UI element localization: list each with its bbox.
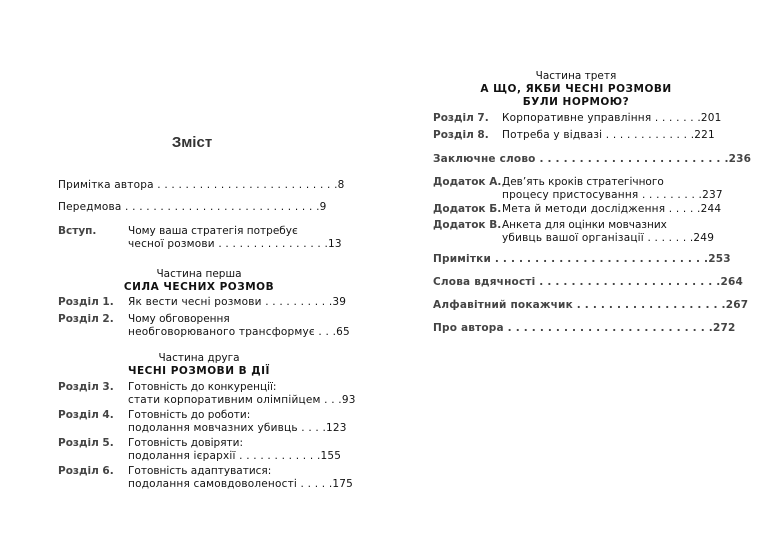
entry-text-block xyxy=(502,219,714,245)
entry-text-block xyxy=(128,313,350,339)
entry-label: Додаток А. xyxy=(433,176,502,188)
right-page xyxy=(384,0,768,547)
entry-line: Корпоративне управління . . . . . . .201 xyxy=(502,112,722,124)
entry-text-block xyxy=(128,465,353,491)
entry-text-block xyxy=(502,176,723,202)
part-subtitle: СИЛА ЧЕСНИХ РОЗМОВ xyxy=(123,281,275,293)
entry-line: Готовність до роботи: xyxy=(128,409,251,421)
entry-label: Розділ 8. xyxy=(433,129,489,141)
part-three-heading xyxy=(428,70,724,109)
entry-line: Готовність адаптуватися: xyxy=(128,465,272,477)
entry-line: Чому обговорення xyxy=(128,313,230,325)
entry-line: Мета й методи дослідження . . . . .244 xyxy=(502,203,722,215)
entry-line: Готовність довіряти: xyxy=(128,437,244,449)
entry-line: подолання самовдоволеності . . . . .175 xyxy=(128,478,354,490)
entry-text: Заключне слово . . . . . . . . . . . . . . . . . . . . . . . .236 xyxy=(433,153,752,165)
part-name: Частина перша xyxy=(156,268,242,280)
entry-line: Анкета для оцінки мовчазних xyxy=(502,219,667,231)
entry-text: Передмова . . . . . . . . . . . . . . . . . . . . . . . . . . . .9 xyxy=(58,201,327,213)
entry-line: необговорюваного трансформує . . .65 xyxy=(128,326,350,338)
entry-text: Примітки . . . . . . . . . . . . . . . . . . . . . . . . . . .253 xyxy=(433,253,731,265)
entry-text-block xyxy=(502,129,715,142)
entry-line: процесу пристосування . . . . . . . . .237 xyxy=(502,189,723,201)
part-subtitle: БУЛИ НОРМОЮ? xyxy=(522,96,630,108)
entry-text: Слова вдячності . . . . . . . . . . . . . . . . . . . . . . .264 xyxy=(433,276,743,288)
entry-line: Чому ваша стратегія потребує xyxy=(128,225,298,237)
part-name: Частина друга xyxy=(158,352,240,364)
entry-label: Розділ 4. xyxy=(58,409,114,421)
entry-line: Готовність до конкуренції: xyxy=(128,381,277,393)
part-subtitle: ЧЕСНІ РОЗМОВИ В ДІЇ xyxy=(128,365,270,377)
entry-label: Розділ 2. xyxy=(58,313,114,325)
entry-line: чесної розмови . . . . . . . . . . . . . . . .13 xyxy=(128,238,342,250)
entry-line: Потреба у відвазі . . . . . . . . . . . . .221 xyxy=(502,129,715,141)
part-subtitle: А ЩО, ЯКБИ ЧЕСНІ РОЗМОВИ xyxy=(480,83,672,95)
entry-text-block xyxy=(128,409,347,435)
entry-text: Алфавітний покажчик . . . . . . . . . . . . . . . . . . .267 xyxy=(433,299,749,311)
entry-text: Про автора . . . . . . . . . . . . . . . . . . . . . . . . . .272 xyxy=(433,322,736,334)
entry-label: Розділ 5. xyxy=(58,437,114,449)
entry-text: Примітка автора . . . . . . . . . . . . . . . . . . . . . . . . . .8 xyxy=(58,179,345,191)
entry-line: стати корпоративним олімпійцем . . .93 xyxy=(128,394,356,406)
entry-line: Як вести чесні розмови . . . . . . . . . .39 xyxy=(128,296,347,308)
entry-label: Розділ 6. xyxy=(58,465,114,477)
entry-line: подолання ієрархії . . . . . . . . . . . .155 xyxy=(128,450,342,462)
entry-text-block xyxy=(502,203,721,216)
part-two-heading xyxy=(60,352,338,378)
entry-line: подолання мовчазних убивць . . . .123 xyxy=(128,422,347,434)
entry-label: Вступ. xyxy=(58,225,97,237)
entry-label: Розділ 7. xyxy=(433,112,489,124)
entry-line: Дев’ять кроків стратегічного xyxy=(502,176,664,188)
entry-label: Розділ 3. xyxy=(58,381,114,393)
entry-label: Розділ 1. xyxy=(58,296,114,308)
part-name: Частина третя xyxy=(535,70,617,82)
entry-text-block xyxy=(502,112,722,125)
entry-text-block xyxy=(128,225,342,251)
entry-line: убивць вашої організації . . . . . . .249 xyxy=(502,232,715,244)
toc-title: Зміст xyxy=(171,134,213,151)
part-one-heading xyxy=(60,268,338,294)
entry-text-block xyxy=(128,296,346,309)
entry-text-block xyxy=(128,381,356,407)
entry-label: Додаток Б. xyxy=(433,203,502,215)
entry-label: Додаток В. xyxy=(433,219,502,231)
entry-text-block xyxy=(128,437,341,463)
